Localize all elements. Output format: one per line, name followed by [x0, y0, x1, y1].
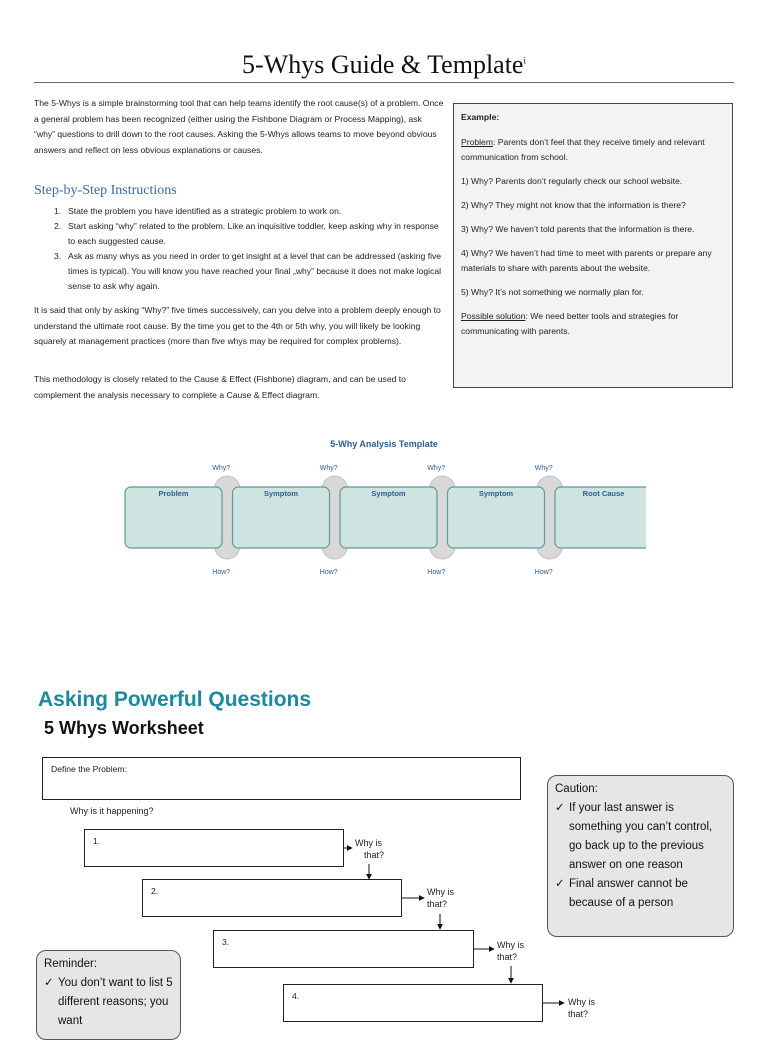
answer-number: 3. — [222, 937, 230, 947]
example-heading: Example: — [461, 112, 500, 122]
why-is-text: Why is — [355, 838, 382, 848]
that-text: that? — [364, 850, 385, 860]
answer-number: 1. — [93, 836, 101, 846]
step-text: Start asking “why” related to the problem. Like an inquisitive toddler, keep asking why in response to each suggested cause. — [68, 221, 439, 246]
why-is-that-label — [497, 939, 524, 963]
footnote-mark: i — [523, 55, 526, 66]
step-number: 1. — [54, 206, 62, 216]
step-item — [50, 249, 446, 294]
caution-item-text: If your last answer is something you can’t control, go back up to the previous answer on one reason — [569, 802, 713, 871]
solution-text: : We need better tools and strategies for communicating with parents. — [461, 311, 679, 336]
step-number: 2. — [54, 221, 62, 231]
solution-label: Possible solution — [461, 311, 526, 321]
reminder-item-text: You don’t want to list 5 different reasons; you want — [58, 977, 173, 1027]
worksheet-title: 5 Whys Worksheet — [44, 718, 204, 738]
why-label: Why? — [534, 465, 553, 472]
problem-label: Problem — [461, 137, 493, 147]
why-is-that-label — [427, 886, 454, 910]
caution-title: Caution: — [555, 783, 598, 795]
example-why-4: 4) Why? We haven’t had time to meet with parents or prepare any materials to share with parents about the website. — [461, 248, 712, 273]
example-why-5: 5) Why? It’s not something we normally plan for. — [461, 287, 644, 297]
define-problem-field[interactable] — [42, 757, 521, 800]
why-is-text: Why is — [497, 940, 524, 950]
example-problem — [461, 135, 725, 165]
example-solution — [461, 309, 725, 339]
diagram-title: 5-Why Analysis Template — [330, 439, 438, 449]
reminder-title: Reminder: — [44, 958, 98, 970]
problem-text: : Parents don’t feel that they receive timely and relevant communication from school. — [461, 137, 705, 162]
checkmark-icon: ✓ — [44, 977, 54, 989]
example-box — [453, 103, 733, 388]
how-label: How? — [534, 569, 553, 576]
fishbone-paragraph: This methodology is closely related to the Cause & Effect (Fishbone) diagram, and can be used to complement the analysis necessary to complete a Cause & Effect diagram. — [34, 374, 406, 400]
why-is-that-label — [355, 837, 384, 861]
caution-item — [555, 875, 726, 913]
how-label: How? — [319, 569, 338, 576]
caution-callout — [547, 775, 734, 937]
why-happening-label: Why is it happening? — [70, 806, 154, 816]
caution-item-text: Final answer cannot be because of a person — [569, 878, 688, 909]
answer-number: 4. — [292, 991, 300, 1001]
caution-item — [555, 799, 726, 875]
that-text: that? — [427, 899, 448, 909]
intro-paragraph: The 5-Whys is a simple brainstorming tool that can help teams identify the root cause(s) of a problem. Once a general problem has been recognized (either using the Fishbone Diagram or Process Mapping), ask “why” questions to drill down to the root causes. Asking the 5-Whys allows teams to move beyond obvious answers and reflect on less obvious explanations or causes. — [34, 98, 444, 155]
reminder-callout — [36, 950, 181, 1040]
caution-list — [555, 799, 726, 913]
why-is-text: Why is — [568, 997, 595, 1007]
page-title — [0, 50, 768, 80]
diagram-box-label: Symptom — [478, 489, 514, 498]
step-text: Ask as many whys as you need in order to get insight at a level that can be addressed (asking five times is typical). You will know you have reached your final „why” because it does not make logical sense to ask why again. — [68, 251, 442, 291]
example-why-2: 2) Why? They might not know that the information is there? — [461, 200, 686, 210]
how-label: How? — [212, 569, 231, 576]
checkmark-icon: ✓ — [555, 802, 565, 814]
page-title-text: 5-Whys Guide & Template — [242, 50, 524, 79]
why-is-text: Why is — [427, 887, 454, 897]
reminder-item — [44, 974, 173, 1031]
diagram-box-label: Root Cause — [582, 489, 625, 498]
steps-heading: Step-by-Step Instructions — [34, 183, 177, 198]
title-divider — [34, 82, 734, 83]
reminder-list — [44, 974, 173, 1031]
steps-list — [50, 204, 446, 294]
checkmark-icon: ✓ — [555, 878, 565, 890]
section-heading: Asking Powerful Questions — [38, 688, 312, 711]
example-why-1: 1) Why? Parents don’t regularly check our school website. — [461, 176, 683, 186]
that-text: that? — [568, 1009, 589, 1019]
diagram-box-label: Symptom — [263, 489, 299, 498]
diagram-box-label: Symptom — [371, 489, 406, 498]
step-item — [50, 204, 446, 219]
why-label: Why? — [427, 465, 446, 472]
why-label: Why? — [319, 465, 338, 472]
why-label: Why? — [212, 465, 231, 472]
root-cause-paragraph: It is said that only by asking “Why?” five times successively, can you delve into a problem deeply enough to understand the ultimate root cause. By the time you get to the 4th or 5th why, you will likely be looking squarely at management practices (more than five whys may be required for complex problems). — [34, 305, 441, 346]
diagram-box-label: Problem — [158, 489, 189, 498]
example-why-3: 3) Why? We haven’t told parents that the information is there. — [461, 224, 695, 234]
step-number: 3. — [54, 251, 62, 261]
five-why-diagram-svg — [122, 430, 646, 580]
five-why-diagram — [122, 430, 646, 580]
step-text: State the problem you have identified as a strategic problem to work on. — [68, 206, 342, 216]
that-text: that? — [497, 952, 518, 962]
define-problem-label: Define the Problem: — [51, 764, 127, 774]
how-label: How? — [427, 569, 446, 576]
diagram-boxes — [125, 487, 646, 548]
why-is-that-label — [568, 996, 595, 1020]
step-item — [50, 219, 446, 249]
answer-number: 2. — [151, 886, 159, 896]
